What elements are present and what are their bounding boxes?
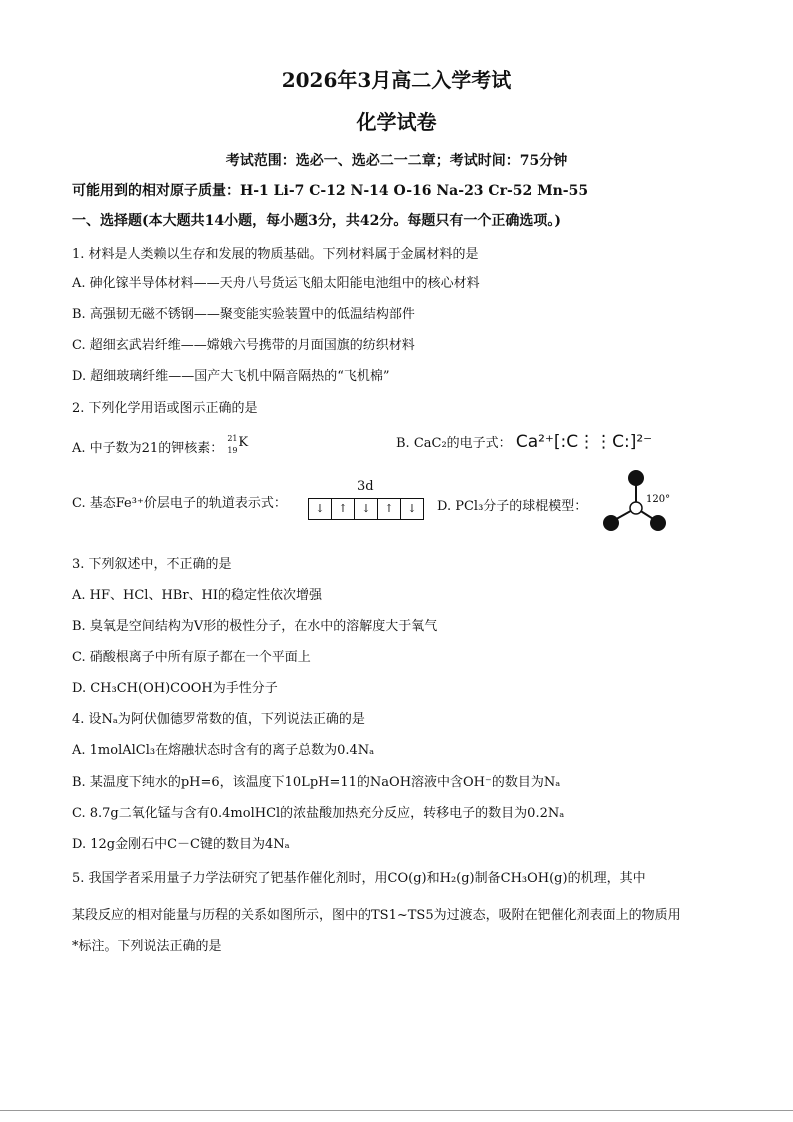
q3-option-c: C. 硝酸根离子中所有原子都在一个平面上 — [72, 650, 311, 665]
q2-stem: 2. 下列化学用语或图示正确的是 — [72, 401, 258, 416]
cl-atom — [650, 515, 666, 531]
q2-b-text: B. CaC₂的电子式： — [396, 436, 512, 451]
q2-a-text: A. 中子数为21的钾核素： — [72, 441, 224, 456]
exam-title: 2026年3月高二入学考试 — [281, 68, 512, 92]
q1-option-c: C. 超细玄武岩纤维——嫦娥六号携带的月面国旗的纺织材料 — [72, 338, 415, 353]
q5-line-2: 某段反应的相对能量与历程的关系如图所示，图中的TS1~TS5为过渡态，吸附在钯催化剂表面上的物质用 — [72, 908, 681, 923]
orbital-box: ↓ — [355, 499, 378, 519]
q4-option-b: B. 某温度下纯水的pH=6，该温度下10LpH=11的NaOH溶液中含OH⁻的数目为Nₐ — [72, 775, 561, 790]
orbital-box: ↓ — [309, 499, 332, 519]
q2-option-a — [72, 434, 249, 458]
pcl3-ball-stick-model — [596, 466, 676, 536]
q1-option-d: D. 超细玻璃纤维——国产大飞机中隔音隔热的“飞机棉” — [72, 369, 390, 384]
q3-option-d: D. CH₃CH(OH)COOH为手性分子 — [72, 681, 278, 696]
orbital-box: ↑ — [332, 499, 355, 519]
orbital-diagram — [308, 498, 424, 520]
q5-line-3: *标注。下列说法正确的是 — [72, 939, 222, 954]
q1-option-a: A. 砷化镓半导体材料——天舟八号货运飞船太阳能电池组中的核心材料 — [72, 276, 480, 291]
orbital-label: 3d — [357, 479, 374, 494]
atomic-mass-line: 可能用到的相对原子质量：H-1 Li-7 C-12 N-14 O-16 Na-23 Cr-52 Mn-55 — [72, 183, 589, 199]
page-bottom-rule — [0, 1110, 793, 1111]
orbital-box: ↑ — [378, 499, 401, 519]
cac2-electron-formula: Ca²⁺[:C⋮⋮C:]²⁻ — [515, 432, 653, 452]
nuclide-notation: 21 19 K — [227, 434, 249, 455]
q2-option-b — [396, 432, 652, 452]
q4-option-d: D. 12g金刚石中C－C键的数目为4Nₐ — [72, 837, 290, 852]
cl-atom — [628, 470, 644, 486]
orbital-box: ↓ — [407, 502, 417, 515]
cl-atom — [603, 515, 619, 531]
section-heading: 一、选择题(本大题共14小题，每小题3分，共42分。每题只有一个正确选项。) — [72, 213, 561, 229]
p-atom — [630, 502, 642, 514]
bond-angle-label: 120° — [646, 494, 671, 505]
q3-option-a: A. HF、HCl、HBr、HI的稳定性依次增强 — [72, 588, 323, 603]
exam-scope: 考试范围：选必一、选必二一二章；考试时间：75分钟 — [225, 153, 568, 169]
q4-option-c: C. 8.7g二氧化锰与含有0.4molHCl的浓盐酸加热充分反应，转移电子的数目为0.2Nₐ — [72, 806, 565, 821]
exam-subtitle: 化学试卷 — [356, 110, 437, 134]
q1-stem: 1. 材料是人类赖以生存和发展的物质基础。下列材料属于金属材料的是 — [72, 247, 479, 262]
q2-option-d: D. PCl₃分子的球棍模型： — [437, 499, 588, 514]
q3-stem: 3. 下列叙述中，不正确的是 — [72, 557, 232, 572]
q2-option-c: C. 基态Fe³⁺价层电子的轨道表示式： — [72, 496, 287, 511]
q1-option-b: B. 高强韧无磁不锈钢——聚变能实验装置中的低温结构部件 — [72, 307, 415, 322]
q5-line-1: 5. 我国学者采用量子力学法研究了钯基作催化剂时，用CO(g)和H₂(g)制备CH₃OH(g)的机理，其中 — [72, 871, 646, 886]
q4-option-a: A. 1molAlCl₃在熔融状态时含有的离子总数为0.4Nₐ — [72, 743, 375, 758]
q3-option-b: B. 臭氧是空间结构为V形的极性分子，在水中的溶解度大于氧气 — [72, 619, 438, 634]
q4-stem: 4. 设Nₐ为阿伏伽德罗常数的值，下列说法正确的是 — [72, 712, 365, 727]
